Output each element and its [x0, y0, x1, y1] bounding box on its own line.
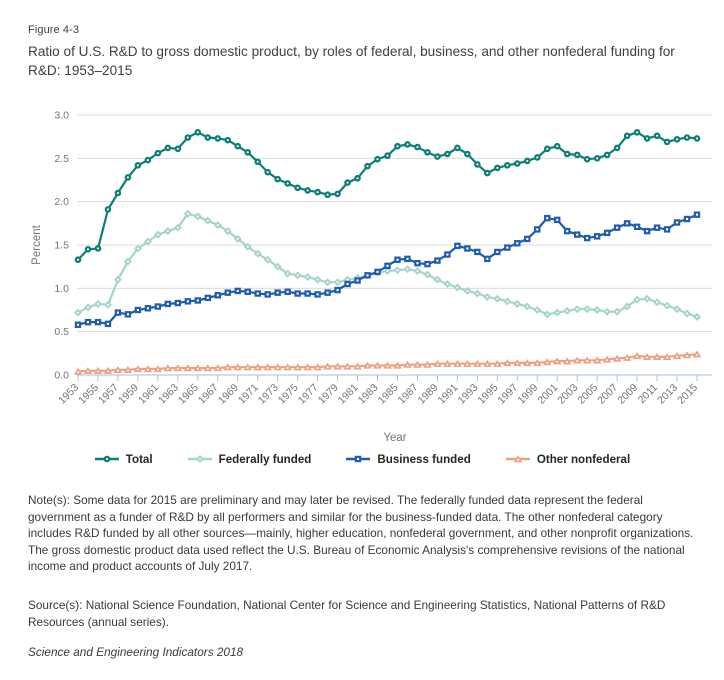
svg-text:1959: 1959 [116, 381, 142, 407]
svg-text:0.0: 0.0 [54, 369, 69, 382]
legend-item-other-nonfederal [505, 453, 630, 466]
svg-text:1987: 1987 [395, 381, 421, 407]
svg-text:1979: 1979 [315, 381, 341, 407]
chart-svg [0, 98, 724, 446]
legend-label: Federally funded [218, 452, 312, 466]
legend-label: Business funded [377, 452, 471, 466]
y-tick-labels [54, 110, 69, 382]
legend-marker-icon [187, 453, 213, 465]
svg-text:2005: 2005 [575, 381, 601, 407]
svg-text:1995: 1995 [475, 381, 501, 407]
svg-text:1997: 1997 [495, 381, 521, 407]
svg-text:3.0: 3.0 [54, 109, 69, 122]
svg-text:1.0: 1.0 [54, 282, 69, 295]
sources-text: Source(s): National Science Foundation, National Center for Science and Engineering Statistics, National Patterns of R&D Resources (annual series). [28, 598, 666, 629]
svg-text:1957: 1957 [96, 381, 122, 407]
chart-legend [0, 449, 724, 469]
publication-title: Science and Engineering Indicators 2018 [28, 645, 244, 659]
legend-marker-icon [345, 453, 371, 465]
legend-item-federally-funded [187, 453, 312, 466]
svg-text:2001: 2001 [535, 381, 561, 407]
x-axis [77, 375, 712, 381]
legend-item-business-funded [345, 453, 470, 466]
svg-text:0.5: 0.5 [54, 326, 69, 339]
svg-text:1981: 1981 [335, 381, 361, 407]
legend-marker-icon [505, 453, 531, 465]
svg-text:2.0: 2.0 [54, 196, 69, 209]
svg-text:2015: 2015 [675, 381, 701, 407]
svg-text:1985: 1985 [375, 381, 401, 407]
chart-area [0, 98, 724, 446]
legend-label: Total [125, 452, 153, 466]
svg-text:2003: 2003 [555, 381, 581, 407]
chart-title: Ratio of U.S. R&D to gross domestic product, by roles of federal, business, and other nonfederal funding for R&D: 1953–2015 [28, 44, 675, 78]
series-other-nonfederal [74, 350, 701, 374]
figure-label: Figure 4-3 [28, 24, 80, 36]
legend-label: Other nonfederal [536, 452, 631, 466]
y-axis-title: Percent [31, 225, 43, 265]
svg-text:2009: 2009 [615, 381, 641, 407]
svg-text:2011: 2011 [635, 381, 661, 407]
legend-item-total [94, 453, 153, 466]
svg-text:1.5: 1.5 [54, 239, 69, 252]
svg-text:1971: 1971 [235, 381, 261, 407]
svg-text:1953: 1953 [56, 381, 82, 407]
x-axis-title: Year [383, 432, 407, 444]
svg-text:1961: 1961 [135, 381, 161, 407]
series-total [75, 129, 701, 263]
svg-text:1989: 1989 [415, 381, 441, 407]
svg-text:2013: 2013 [655, 381, 681, 407]
svg-text:1993: 1993 [455, 381, 481, 407]
x-tick-labels [56, 382, 700, 407]
svg-text:1965: 1965 [175, 381, 201, 407]
svg-text:1983: 1983 [355, 381, 381, 407]
svg-text:1955: 1955 [76, 381, 102, 407]
svg-text:2007: 2007 [595, 381, 621, 407]
notes-text: Note(s): Some data for 2015 are preliminary and may later be revised. The federally funded data represent the federal government as a funder of R&D by all performers and similar for the business-funded data. The other nonfederal category includes R&D funded by all other sources—mainly, higher education, nonfederal government, and other nonprofit organizations. The gross domestic product data used reflect the U.S. Bureau of Economic Analysis's comprehensive revisions of the national income and product accounts of July 2017. [28, 493, 694, 573]
svg-text:1991: 1991 [435, 381, 461, 407]
svg-text:1999: 1999 [515, 381, 541, 407]
svg-text:1967: 1967 [195, 381, 221, 407]
svg-text:2.5: 2.5 [54, 152, 69, 165]
svg-text:1973: 1973 [255, 381, 281, 407]
legend-marker-icon [94, 453, 120, 465]
svg-text:1969: 1969 [215, 381, 241, 407]
svg-text:1963: 1963 [155, 381, 181, 407]
svg-text:1975: 1975 [275, 381, 301, 407]
svg-text:1977: 1977 [295, 381, 321, 407]
